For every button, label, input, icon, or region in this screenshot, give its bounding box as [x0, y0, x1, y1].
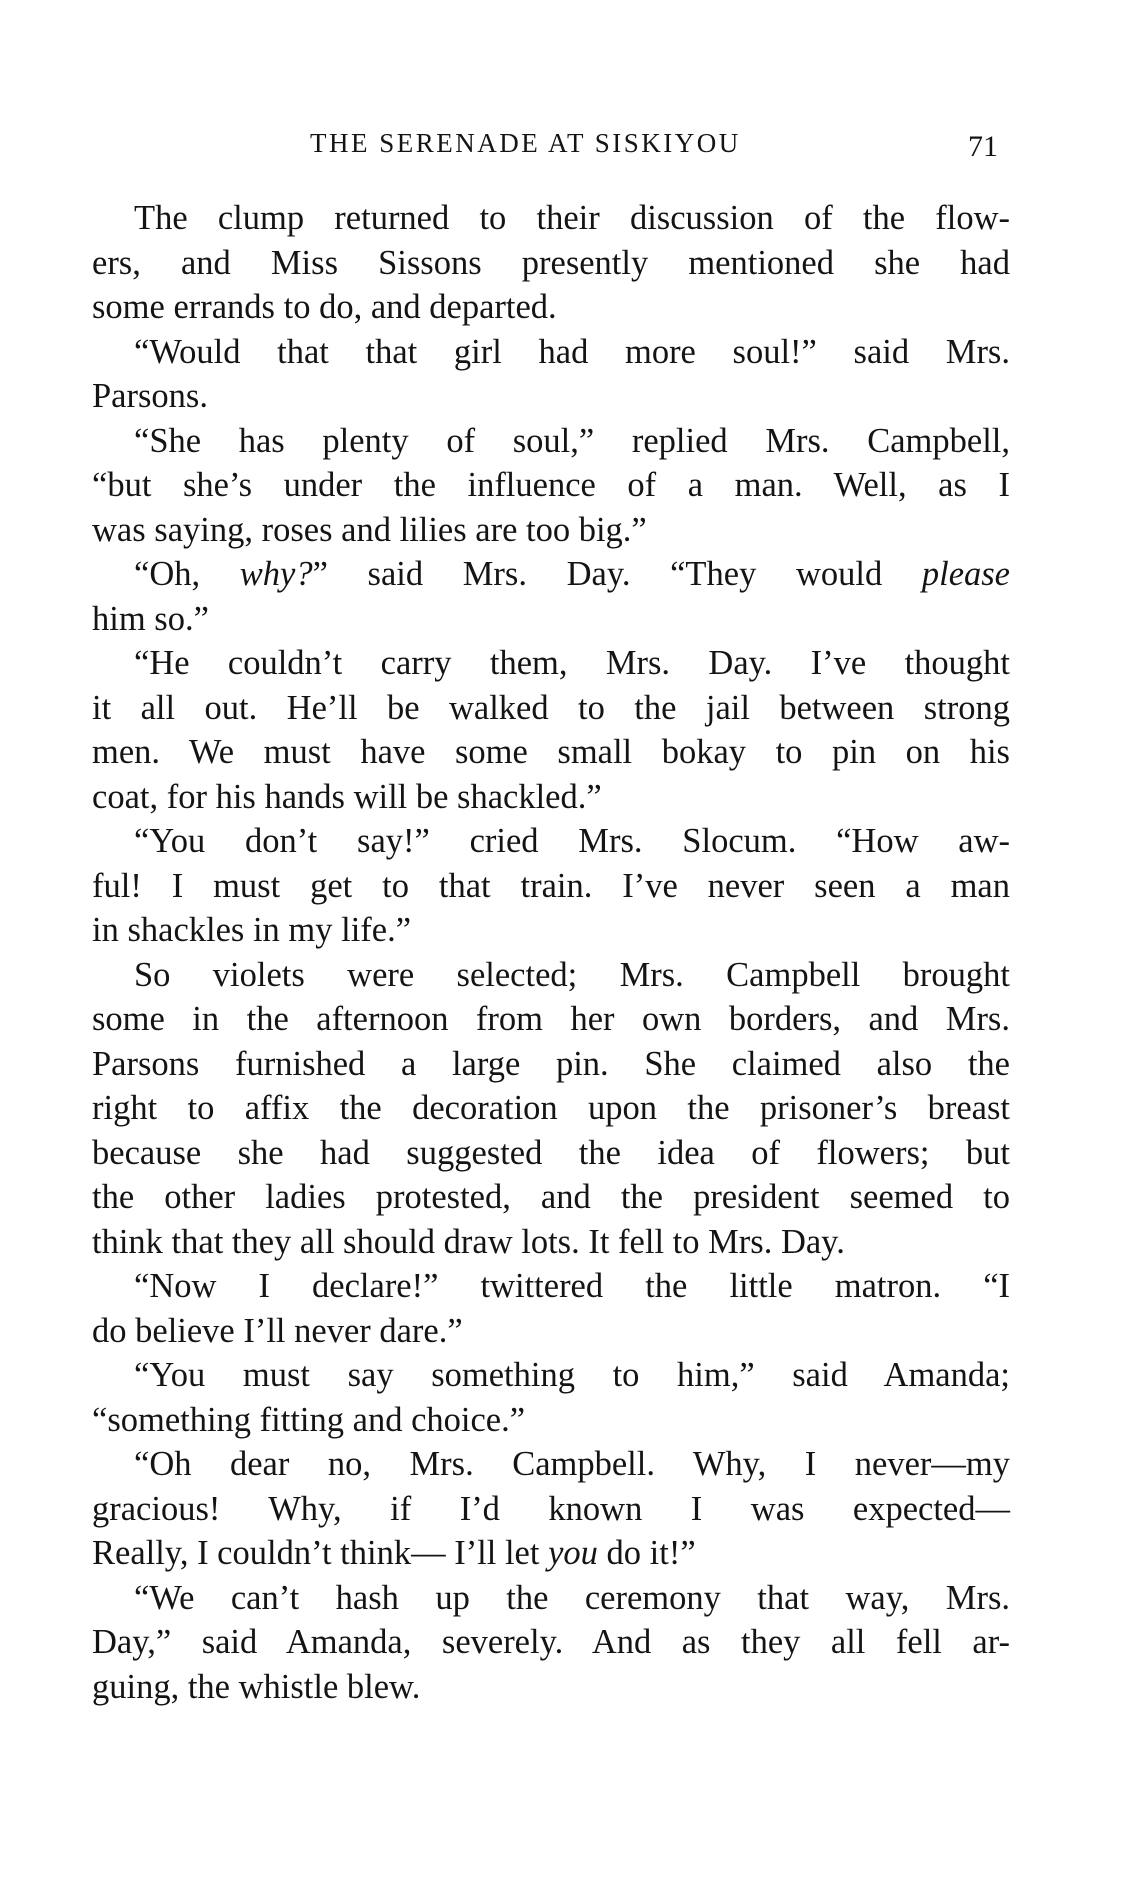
text-line: ful! I must get to that train. I’ve never seen a man — [92, 866, 1010, 905]
text-line: “something fitting and choice.” — [92, 1400, 526, 1439]
text-line: “Oh dear no, Mrs. Campbell. Why, I never—my — [134, 1445, 1010, 1483]
text-line: it all out. He’ll be walked to the jail between strong — [92, 688, 1010, 727]
text-line: Day,” said Amanda, severely. And as they all fell ar- — [92, 1623, 1010, 1661]
text-line: the other ladies protested, and the president seemed to — [92, 1178, 1010, 1216]
text-line: “Oh, why?” said Mrs. Day. “They would please — [134, 555, 1010, 593]
text-line: “You must say something to him,” said Amanda; — [134, 1356, 1010, 1394]
text-line: “Would that that girl had more soul!” said Mrs. — [134, 332, 1010, 371]
text-line: “You don’t say!” cried Mrs. Slocum. “How aw- — [134, 822, 1010, 860]
text-line: “He couldn’t carry them, Mrs. Day. I’ve thought — [134, 644, 1010, 682]
text-line: “She has plenty of soul,” replied Mrs. Campbell, — [134, 421, 1010, 460]
text-line: “Now I declare!” twittered the little matron. “I — [134, 1267, 1010, 1305]
text-line: Parsons furnished a large pin. She claimed also the — [92, 1044, 1010, 1083]
text-line: some in the afternoon from her own borders, and Mrs. — [92, 1000, 1010, 1038]
body-text — [92, 196, 1010, 1709]
text-line: was saying, roses and lilies are too big.” — [92, 510, 647, 549]
text-line: “but she’s under the influence of a man. Well, as I — [92, 466, 1010, 504]
text-line: gracious! Why, if I’d known I was expected— — [92, 1489, 1010, 1528]
text-line: because she had suggested the idea of flowers; but — [92, 1133, 1010, 1172]
text-line: do believe I’ll never dare.” — [92, 1311, 463, 1350]
text-line: “We can’t hash up the ceremony that way, Mrs. — [134, 1578, 1010, 1617]
text-line: in shackles in my life.” — [92, 911, 412, 949]
page-number: 71 — [968, 130, 998, 163]
text-line: some errands to do, and departed. — [92, 288, 557, 326]
text-line: right to affix the decoration upon the prisoner’s breast — [92, 1089, 1010, 1127]
text-line: think that they all should draw lots. It fell to Mrs. Day. — [92, 1222, 845, 1261]
text-line: So violets were selected; Mrs. Campbell brought — [134, 955, 1010, 994]
text-line: men. We must have some small bokay to pin on his — [92, 733, 1010, 771]
text-line: coat, for his hands will be shackled.” — [92, 777, 602, 816]
text-line: The clump returned to their discussion of the flow- — [134, 199, 1010, 237]
text-line: Parsons. — [92, 377, 208, 415]
running-header: THE SERENADE AT SISKIYOU — [310, 128, 741, 158]
text-line: him so.” — [92, 599, 209, 638]
text-line: ers, and Miss Sissons presently mentioned she had — [92, 243, 1010, 282]
text-line: guing, the whistle blew. — [92, 1667, 421, 1706]
text-line: Really, I couldn’t think— I’ll let you do it!” — [92, 1534, 696, 1572]
